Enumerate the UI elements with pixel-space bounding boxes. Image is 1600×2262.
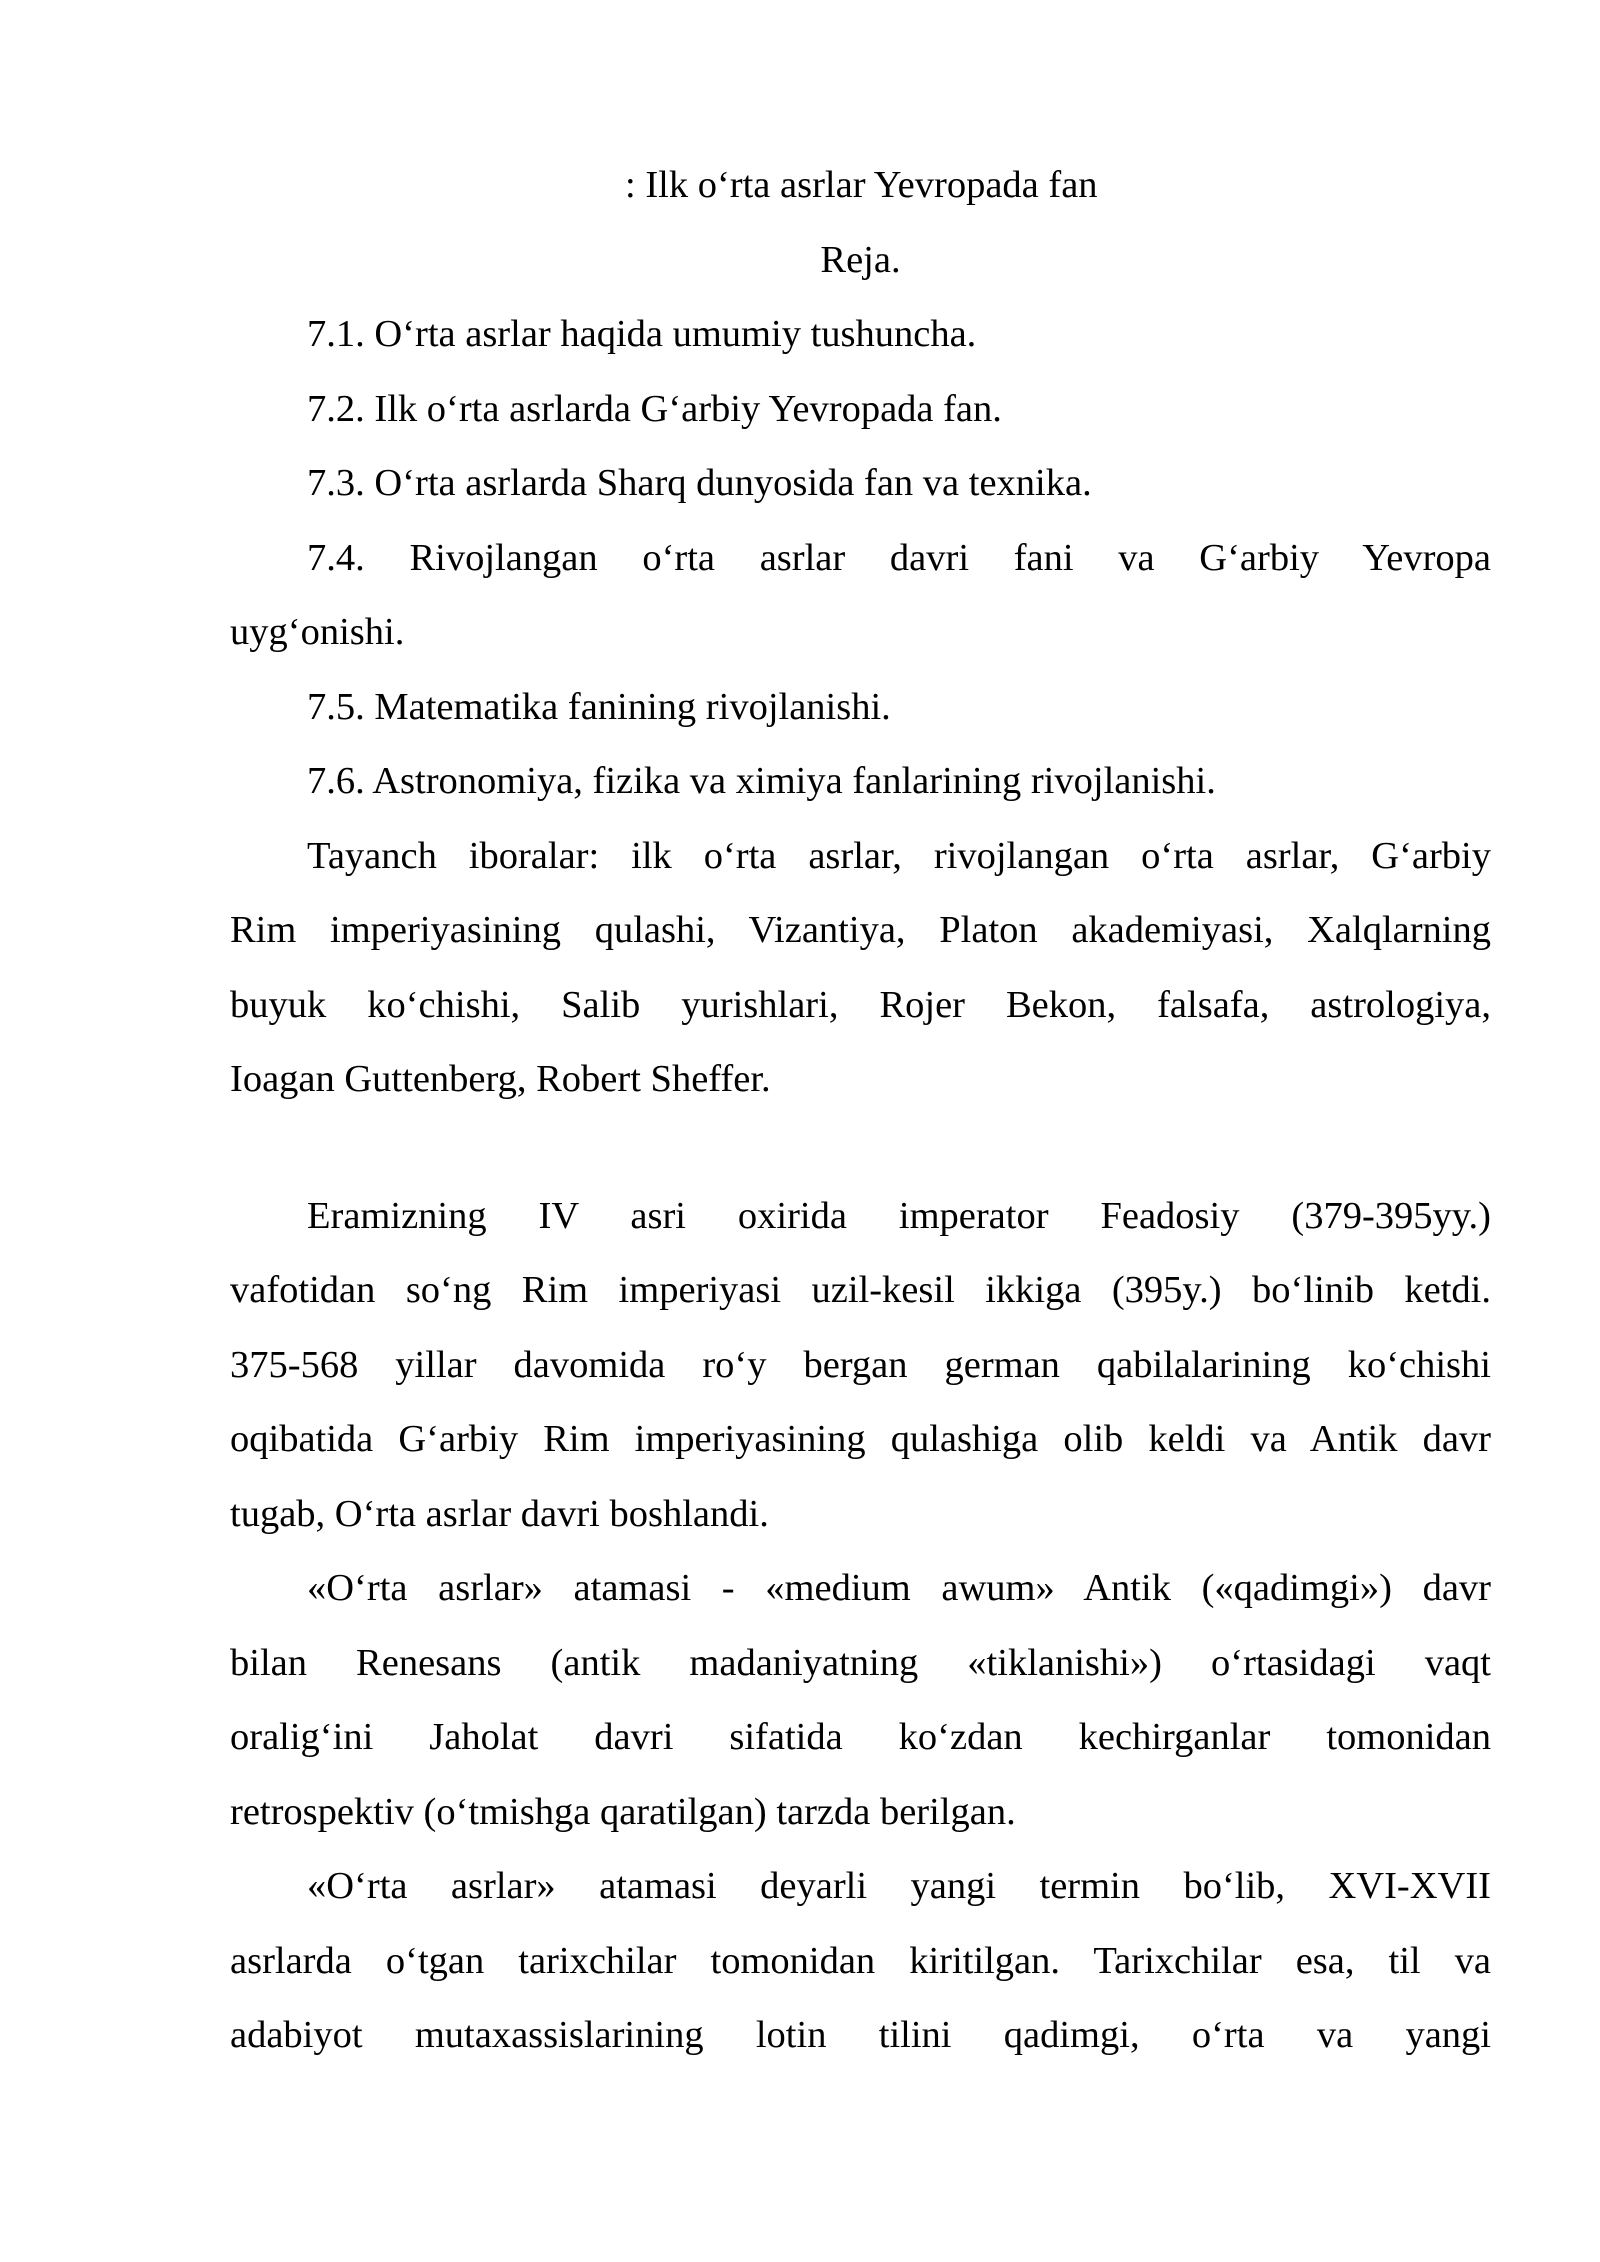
paragraph-line: «O‘rta asrlar» atamasi deyarli yangi termin bo‘lib, XVI-XVII [307, 1865, 1491, 1907]
paragraph-line: oralig‘ini Jaholat davri sifatida ko‘zdan kechirganlar tomonidan [230, 1716, 1491, 1758]
plan-item: 7.4. Rivojlangan o‘rta asrlar davri fani va G‘arbiy Yevropa [307, 536, 1491, 579]
plan-item: 7.1. O‘rta asrlar haqida umumiy tushuncha. [307, 313, 977, 355]
plan-item: 7.3. O‘rta asrlarda Sharq dunyosida fan va texnika. [307, 462, 1092, 504]
page-title: : Ilk o‘rta asrlar Yevropada fan [625, 164, 1098, 206]
keywords-line: Tayanch iboralar: ilk o‘rta asrlar, rivojlangan o‘rta asrlar, G‘arbiy [307, 834, 1491, 877]
plan-item: 7.6. Astronomiya, fizika va ximiya fanlarining rivojlanishi. [307, 760, 1216, 802]
keywords-line: Rim imperiyasining qulashi, Vizantiya, Platon akademiyasi, Xalqlarning [230, 909, 1491, 951]
paragraph-line: asrlarda o‘tgan tarixchilar tomonidan kiritilgan. Tarixchilar esa, til va [230, 1939, 1491, 1982]
plan-item-continuation: uyg‘onishi. [230, 611, 405, 653]
paragraph-line: tugab, O‘rta asrlar davri boshlandi. [230, 1492, 769, 1535]
paragraph-line: oqibatida G‘arbiy Rim imperiyasining qulashiga olib keldi va Antik davr [230, 1418, 1491, 1460]
plan-heading: Reja. [820, 238, 901, 281]
paragraph-line: vafotidan so‘ng Rim imperiyasi uzil-kesil ikkiga (395y.) bo‘linib ketdi. [230, 1269, 1491, 1311]
plan-item: 7.2. Ilk o‘rta asrlarda G‘arbiy Yevropada fan. [307, 387, 1002, 430]
keywords-line: buyuk ko‘chishi, Salib yurishlari, Rojer Bekon, falsafa, astrologiya, [230, 983, 1491, 1026]
document-content [230, 148, 1491, 2073]
keywords-line: Ioagan Guttenberg, Robert Sheffer. [230, 1058, 771, 1100]
paragraph-line: bilan Renesans (antik madaniyatning «tiklanishi») o‘rtasidagi vaqt [230, 1641, 1491, 1684]
paragraph-line: Eramizning IV asri oxirida imperator Feadosiy (379-395yy.) [307, 1194, 1491, 1237]
plan-item: 7.5. Matematika fanining rivojlanishi. [307, 685, 891, 728]
paragraph-line: 375-568 yillar davomida ro‘y bergan german qabilalarining ko‘chishi [230, 1343, 1491, 1386]
paragraph-line: retrospektiv (o‘tmishga qaratilgan) tarzda berilgan. [230, 1790, 1016, 1833]
paragraph-line: adabiyot mutaxassislarining lotin tilini qadimgi, o‘rta va yangi [230, 2014, 1491, 2056]
paragraph-gap [230, 1117, 1491, 1179]
paragraph-line: «O‘rta asrlar» atamasi - «medium awum» Antik («qadimgi») davr [307, 1567, 1491, 1609]
